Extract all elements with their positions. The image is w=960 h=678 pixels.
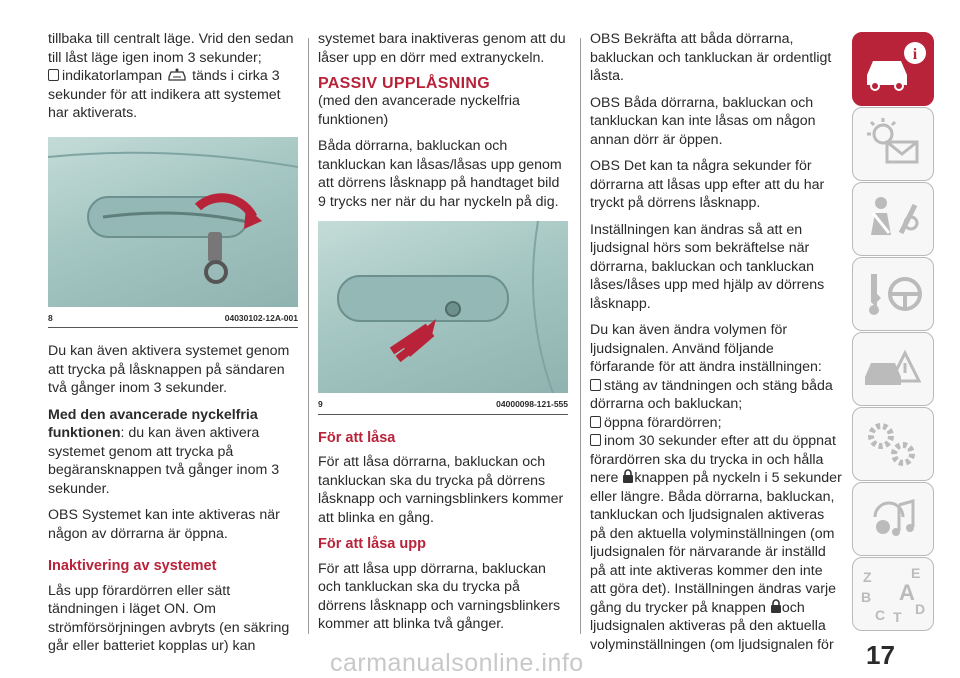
paragraph: För att låsa upp dörrarna, bakluckan och tankluckan ska du trycka på dörrens låsknapp och varningsblinkers kommer att blinka två gånger. [318, 560, 561, 632]
text: : du kan även aktivera systemet genom att trycka på begäransknappen två gånger inom 3 sekunder. [48, 425, 280, 497]
column-2 [318, 30, 570, 642]
roadside-emergency-icon [853, 333, 933, 405]
car-alarm-indicator-icon [166, 68, 188, 82]
tab-safety[interactable] [852, 182, 934, 256]
paragraph [48, 30, 298, 123]
note: OBS Det kan ta några sekunder för dörrarna att låsas upp efter att du har tryckt på dörrens låsknapp. [590, 158, 825, 211]
door-lock-button-photo [318, 221, 568, 393]
note: OBS Bekräfta att båda dörrarna, bakluckan och tankluckan är ordentligt låsta. [590, 31, 832, 84]
subheading: För att låsa upp [318, 536, 426, 552]
door-handle-key-photo [48, 137, 298, 307]
warning-lights-icon [853, 108, 933, 180]
bullet-icon [590, 434, 601, 446]
paragraph: (med den avancerade nyckelfria funktionen) [318, 93, 520, 128]
bold-lead: Med den avancerade nyckelfria funktionen [48, 406, 258, 441]
tab-multimedia[interactable] [852, 482, 934, 556]
figure-caption [48, 309, 298, 328]
index-letter: T [893, 609, 902, 625]
tab-index[interactable] [852, 557, 934, 631]
paragraph: Du kan även ändra volymen för ljudsignalen. Använd följande förfarande för att ändra inställningen: [590, 322, 822, 375]
note: OBS Systemet kan inte aktiveras när någon av dörrarna är öppna. [48, 507, 280, 542]
list-item [590, 414, 842, 433]
paragraph [48, 406, 298, 499]
seatbelt-airbag-icon [853, 183, 933, 255]
lock-icon [622, 469, 634, 484]
page-number: 17 [866, 640, 895, 670]
tab-emergency[interactable] [852, 332, 934, 406]
paragraph: systemet bara inaktiveras genom att du låser upp en dörr med extranyckeln. [318, 31, 566, 66]
column-divider [580, 38, 581, 634]
paragraph: För att låsa dörrarna, bakluckan och tankluckan ska du trycka på dörrens låsknapp och varningsblinkers kommer att blinka en gång. [318, 454, 564, 526]
door-handle-illustration [48, 137, 298, 307]
column-divider [308, 38, 309, 634]
index-letter: C [875, 607, 886, 623]
index-letter: E [911, 565, 921, 581]
paragraph: Lås upp förardörren eller sätt tändningen i läget ON. Om strömförsörjningen avbryts (en säkring går eller batteriet kopplas ur) kan [48, 582, 290, 654]
multimedia-icon [853, 483, 933, 555]
section-heading: PASSIV UPPLÅSNING [318, 75, 490, 92]
svg-text:i: i [912, 46, 918, 63]
text: tillbaka till centralt läge. Vrid den sedan till låst läge igen inom 3 sekunder; [48, 31, 294, 66]
paragraph: Du kan även aktivera systemet genom att trycka på låsknappen på sändaren två gånger inom 3 sekunder. [48, 343, 290, 396]
text: öppna förardörren; [604, 414, 722, 431]
figure-code: 04000098-121-555 [496, 399, 568, 409]
text: inom 30 sekunder efter att du öppnat förardörren ska du trycka in och hålla nere [590, 433, 836, 486]
lock-icon [770, 599, 782, 614]
note: OBS Båda dörrarna, bakluckan och tankluckan kan inte låsas om någon annan dörr är öppen. [590, 94, 816, 148]
figure-9 [318, 221, 568, 415]
watermark: carmanualsonline.info [330, 649, 584, 677]
tab-service[interactable] [852, 407, 934, 481]
text: stäng av tändningen och stäng båda dörrarna och bakluckan; [590, 377, 833, 412]
bullet-icon [590, 379, 601, 391]
figure-caption [318, 395, 568, 414]
text: indikatorlampan [62, 68, 163, 84]
car-info-icon [853, 33, 933, 105]
figure-number: 9 [318, 399, 323, 409]
text: tänds i cirka 3 sekunder för att indikera att systemet har aktiverats. [48, 68, 281, 121]
text: knappen på nyckeln i 5 sekunder eller längre. Båda dörrarna, bakluckan, tankluckan och ljudsignalen aktiveras på den aktuella volyminställningen (om ljudsignalen för närvarande är inställd på att inte aktiveras kommer den inte att göra det). Inställningen ändras varje gång du trycker på knappen [590, 470, 842, 616]
door-lock-illustration [318, 221, 568, 393]
tab-driving[interactable] [852, 257, 934, 331]
service-gears-icon [853, 408, 933, 480]
steering-key-icon [853, 258, 933, 330]
index-letter: D [915, 601, 926, 617]
bullet-icon [48, 69, 59, 81]
index-letter: A [899, 580, 915, 605]
paragraph: Inställningen kan ändras så att en ljudsignal hörs som bekräftelse när dörrarna, bakluckan och tankluckan låses/låses upp med hjälp av dörrens låsknapp. [590, 221, 825, 312]
subheading: Inaktivering av systemet [48, 558, 217, 574]
paragraph: Båda dörrarna, bakluckan och tankluckan kan låsas/låsas upp genom att dörrens låsknapp på handtaget bild 9 trycks ner när du har nyckeln på dig. [318, 138, 562, 210]
figure-number: 8 [48, 312, 53, 323]
text: och ljudsignalen aktiveras på den aktuella volyminställningen (om ljudsignalen för [590, 599, 834, 653]
bullet-icon [590, 416, 601, 428]
index-letter: B [861, 589, 872, 605]
tab-car-info[interactable] [852, 32, 934, 106]
index-letter: Z [863, 569, 872, 585]
list-item [590, 432, 842, 654]
list-item [590, 377, 842, 414]
figure-code: 04030102-12A-001 [224, 312, 298, 323]
tab-warning-lights[interactable] [852, 107, 934, 181]
subheading: För att låsa [318, 429, 396, 446]
index-letters-icon [853, 558, 933, 630]
column-3 [590, 30, 842, 654]
figure-8 [48, 137, 298, 329]
column-1 [48, 30, 298, 664]
